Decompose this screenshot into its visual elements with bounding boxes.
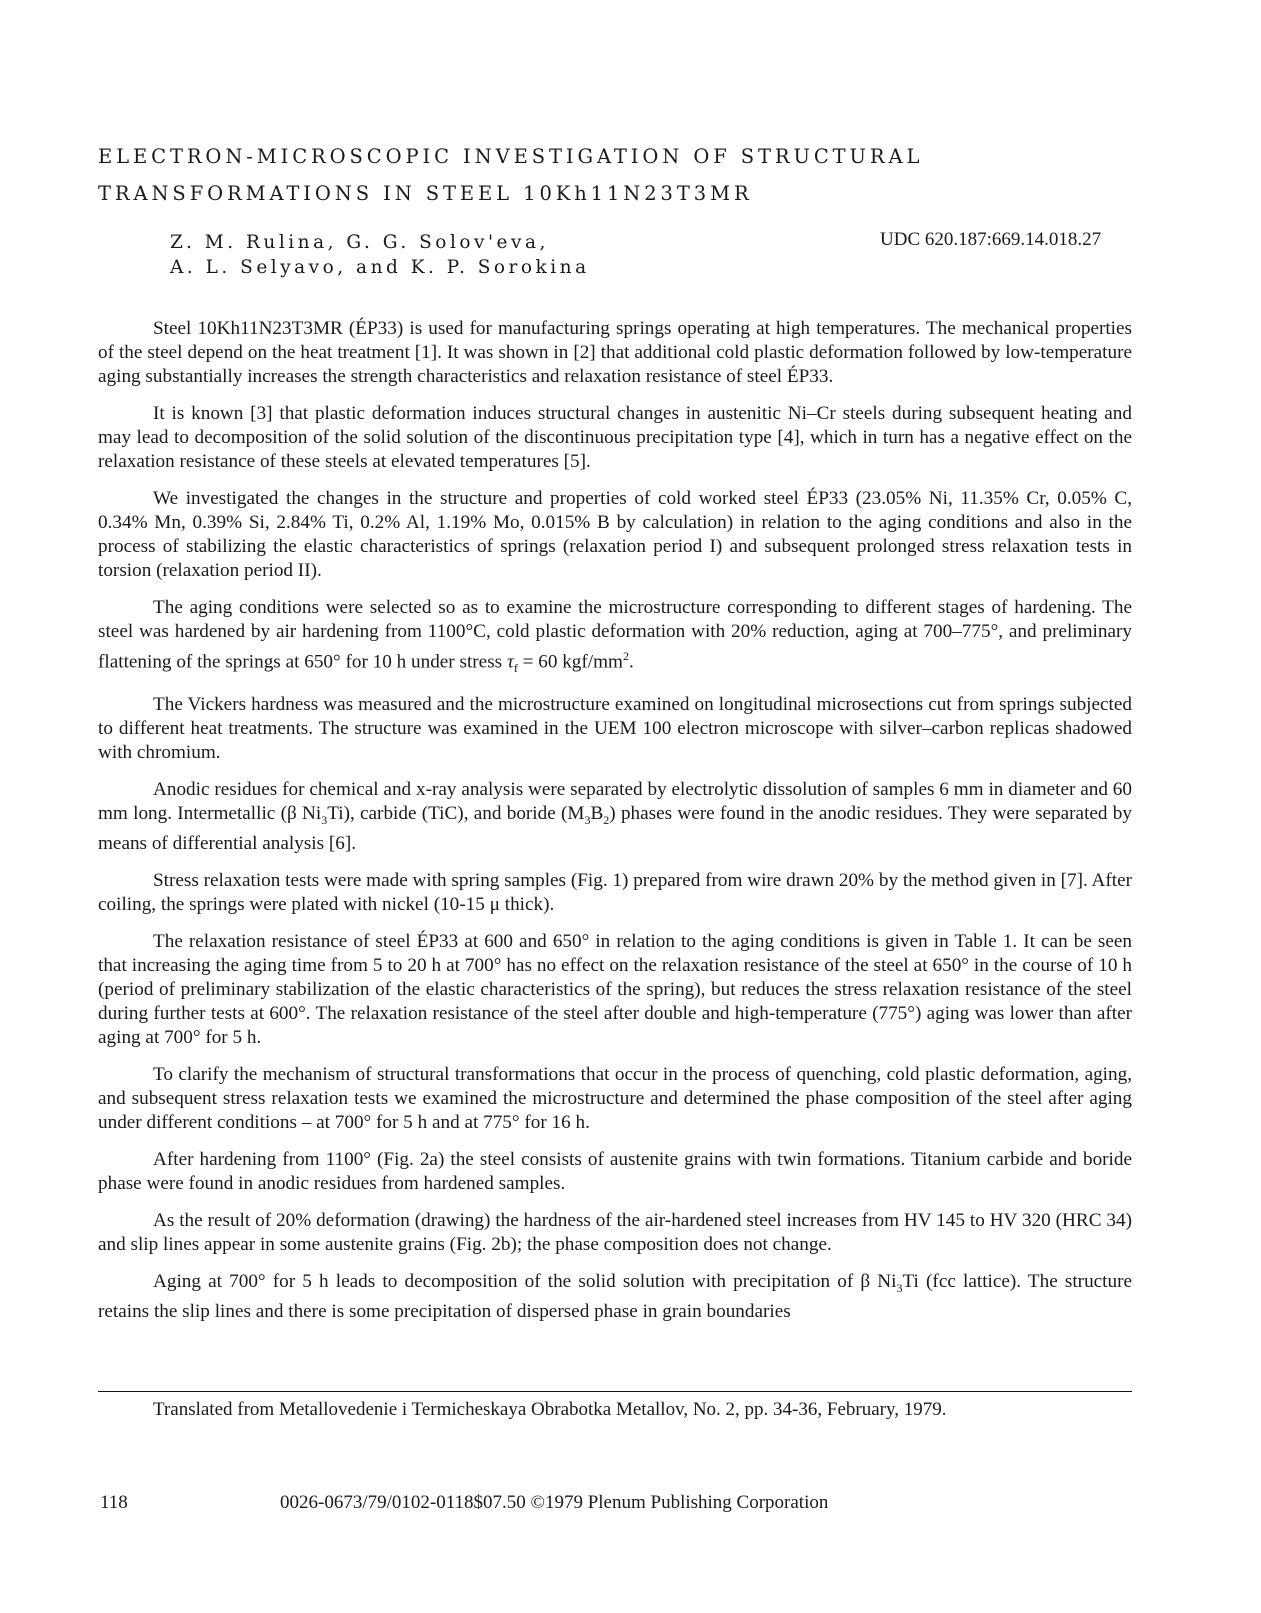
paragraph-1: Steel 10Kh11N23T3MR (ÉP33) is used for manufacturing springs operating at high temperatures. The mechanical properties of the steel depend on the heat treatment [1]. It was shown in [2] that additional cold plastic deformation followed by low-temperature aging substantially increases the strength characteristics and relaxation resistance of steel ÉP33. [98, 318, 1132, 387]
translation-footnote: Translated from Metallovedenie i Termicheskaya Obrabotka Metallov, No. 2, pp. 34-36, February, 1979. [153, 1399, 947, 1420]
paragraph-3: We investigated the changes in the structure and properties of cold worked steel ÉP33 (23.05% Ni, 11.35% Cr, 0.05% C, 0.34% Mn, 0.39% Si, 2.84% Ti, 0.2% Al, 1.19% Mo, 0.015% B by calculation) in relation to the aging conditions and also in the process of stabilizing the elastic characteristics of springs (relaxation period I) and subsequent prolonged stress relaxation tests in torsion (relaxation period II). [98, 488, 1132, 581]
paragraph-12 [98, 1270, 1132, 1324]
paragraph-5: The Vickers hardness was measured and the microstructure examined on longitudinal microsections cut from springs subjected to different heat treatments. The structure was examined in the UEM 100 electron microscope with silver–carbon replicas shadowed with chromium. [98, 694, 1132, 764]
paragraph-4 [98, 596, 1132, 680]
title-line-1: ELECTRON-MICROSCOPIC INVESTIGATION OF STRUCTURAL [98, 145, 924, 168]
author-list [170, 230, 590, 280]
paragraph-2: It is known [3] that plastic deformation induces structural changes in austenitic Ni–Cr steels during subsequent heating and may lead to decomposition of the solid solution of the discontinuous precipitation type [4], which in turn has a negative effect on the relaxation resistance of these steels at elevated temperatures [5]. [98, 403, 1132, 472]
udc-code: UDC 620.187:669.14.018.27 [880, 229, 1102, 250]
page-number: 118 [100, 1492, 128, 1513]
copyright-line: 0026-0673/79/0102-0118$07.50 ©1979 Plenum Publishing Corporation [280, 1492, 829, 1513]
paragraph-11: As the result of 20% deformation (drawing) the hardness of the air-hardened steel increases from HV 145 to HV 320 (HRC 34) and slip lines appear in some austenite grains (Fig. 2b); the phase composition does not change. [98, 1210, 1132, 1256]
unit-superscript: 2 [622, 649, 629, 663]
authors-line-2: A. L. Selyavo, and K. P. Sorokina [170, 257, 590, 278]
paragraph-12-text-a: Aging at 700° for 5 h leads to decomposition of the solid solution with precipitation of β Ni [153, 1271, 897, 1293]
subscript-ni3: 3 [321, 813, 328, 828]
article-body [98, 317, 1132, 1337]
paragraph-4-stress: = 60 kgf/mm [517, 651, 623, 673]
paragraph-12-text-b: Ti (fcc lattice). The structure retains the slip lines and there is some precipitation of dispersed phase in grain boundaries [98, 1271, 1133, 1322]
paragraph-6-text-b: Ti), carbide (TiC), and boride (M [327, 803, 585, 825]
paper-title [98, 138, 1118, 212]
paragraph-7: Stress relaxation tests were made with spring samples (Fig. 1) prepared from wire drawn 20% by the method given in [7]. After coiling, the springs were plated with nickel (10-15 μ thick). [98, 870, 1132, 916]
authors-line-1: Z. M. Rulina, G. G. Solov'eva, [170, 232, 549, 253]
paragraph-6-text-d: ) phases were found in the anodic residues. They were separated by means of differential analysis [6]. [98, 803, 1132, 855]
paragraph-9: To clarify the mechanism of structural transformations that occur in the process of quenching, cold plastic deformation, aging, and subsequent stress relaxation tests we examined the microstructure and determined the phase composition of the steel after aging under different conditions – at 700° for 5 h and at 775° for 16 h. [98, 1064, 1132, 1134]
paragraph-4-period: . [628, 651, 634, 673]
paragraph-4-text: The aging conditions were selected so as to examine the microstructure corresponding to different stages of hardening. The steel was hardened by air hardening from 1100°C, cold plastic deformation with 20% reduction, aging at 700–775°, and preliminary flattening of the springs at 650° for 10 h under stress [98, 597, 1132, 673]
tau-symbol: τ [506, 651, 514, 673]
subscript-m3: 3 [584, 813, 591, 828]
paragraph-6-text-a: Anodic residues for chemical and x-ray analysis were separated by electrolytic dissolution of samples 6 mm in diameter and 60 mm long. Intermetallic (β Ni [98, 779, 1132, 825]
subscript-b2: 2 [603, 813, 610, 828]
title-line-2: TRANSFORMATIONS IN STEEL 10Kh11N23T3MR [98, 182, 753, 205]
footnote-divider [98, 1391, 1132, 1392]
paragraph-6-text-c: B [590, 803, 604, 825]
paragraph-8: The relaxation resistance of steel ÉP33 at 600 and 650° in relation to the aging conditions is given in Table 1. It can be seen that increasing the aging time from 5 to 20 h at 700° has no effect on the relaxation resistance of the steel at 650° in the course of 10 h (period of preliminary stabilization of the elastic characteristics of the spring), but reduces the stress relaxation resistance of the steel during further tests at 600°. The relaxation resistance of the steel after double and high-temperature (775°) aging was lower than after aging at 700° for 5 h. [98, 931, 1132, 1049]
tau-subscript: f [513, 661, 518, 676]
paragraph-10: After hardening from 1100° (Fig. 2a) the steel consists of austenite grains with twin formations. Titanium carbide and boride phase were found in anodic residues from hardened samples. [98, 1149, 1132, 1195]
subscript-ni3-2: 3 [896, 1280, 903, 1295]
paragraph-6 [98, 778, 1132, 856]
